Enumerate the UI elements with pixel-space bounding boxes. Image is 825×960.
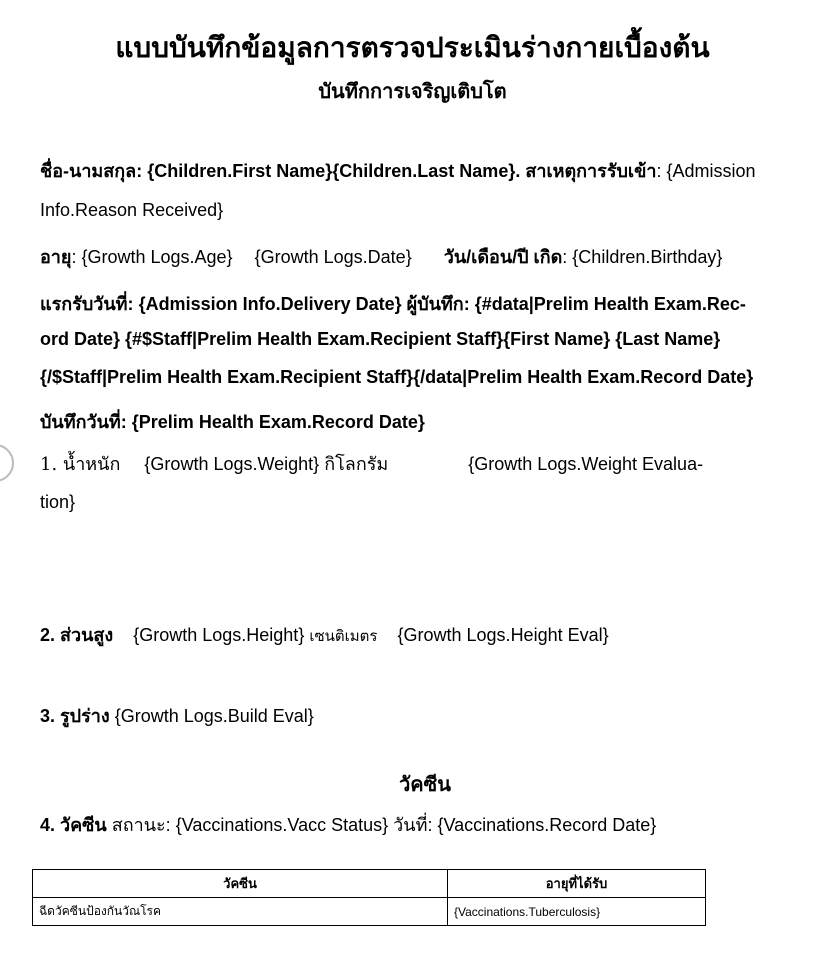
reason-continued: Info.Reason Received} bbox=[40, 200, 224, 220]
recorder-label: ผู้บันทึก: bbox=[406, 294, 470, 314]
vaccine-status-label: สถานะ: bbox=[111, 815, 171, 835]
reason-value: : {Admission bbox=[656, 161, 756, 181]
record-date-value: {Prelim Health Exam.Record Date} bbox=[131, 412, 425, 432]
vaccine-date-value: {Vaccinations.Record Date} bbox=[437, 815, 657, 835]
document-subtitle: บันทึกการเจริญเติบโต bbox=[318, 81, 507, 103]
weight-unit: กิโลกรัม bbox=[324, 454, 389, 474]
build-line bbox=[40, 701, 314, 730]
table-header-row bbox=[33, 870, 706, 898]
first-received-value: {Admission Info.Delivery Date} bbox=[138, 294, 402, 314]
growth-log-date: {Growth Logs.Date} bbox=[254, 247, 412, 267]
height-line bbox=[40, 620, 609, 649]
age-label: อายุ bbox=[40, 247, 72, 267]
weight-value: {Growth Logs.Weight} bbox=[144, 454, 320, 474]
table-cell-vaccine: ฉีดวัคซีนป้องกันวัณโรค bbox=[33, 898, 448, 926]
recorder-continued-1: ord Date} {#$Staff|Prelim Health Exam.Recipient Staff}{First Name} {Last Name} bbox=[40, 329, 721, 349]
table-header-vaccine: วัคซีน bbox=[33, 870, 448, 898]
weight-eval-continued: tion} bbox=[40, 492, 76, 512]
recorder-value: {#data|Prelim Health Exam.Rec- bbox=[474, 294, 746, 314]
age-value: : {Growth Logs.Age} bbox=[71, 247, 233, 267]
height-unit: เซนติเมตร bbox=[309, 628, 378, 645]
weight-label: 1. น้ำหนัก bbox=[40, 454, 121, 475]
record-date-label: บันทึกวันที่: bbox=[40, 412, 127, 432]
vaccine-label: 4. วัคซีน bbox=[40, 815, 107, 835]
build-label: 3. รูปร่าง bbox=[40, 706, 110, 726]
name-value: {Children.First Name}{Children.Last Name}. bbox=[147, 161, 521, 181]
height-eval: {Growth Logs.Height Eval} bbox=[397, 625, 609, 645]
table-header-age: อายุที่ได้รับ bbox=[448, 870, 706, 898]
vaccine-date-label: วันที่: bbox=[393, 815, 433, 835]
first-received-label: แรกรับวันที่: bbox=[40, 294, 134, 314]
vaccine-section-heading: วัคซีน bbox=[399, 774, 451, 796]
record-date-line bbox=[40, 407, 425, 436]
name-label: ชื่อ-นามสกุล: bbox=[40, 161, 143, 181]
weight-line bbox=[40, 449, 703, 478]
name-reason-line bbox=[40, 156, 756, 185]
document-title: แบบบันทึกข้อมูลการตรวจประเมินร่างกายเบื้องต้น bbox=[115, 32, 710, 63]
height-label: 2. ส่วนสูง bbox=[40, 625, 114, 645]
vaccine-status-value: {Vaccinations.Vacc Status} bbox=[175, 815, 389, 835]
table-row bbox=[33, 898, 706, 926]
table-cell-age: {Vaccinations.Tuberculosis} bbox=[448, 898, 706, 926]
weight-eval: {Growth Logs.Weight Evalua- bbox=[468, 454, 704, 474]
reason-label: สาเหตุการรับเข้า bbox=[525, 161, 657, 181]
build-value: {Growth Logs.Build Eval} bbox=[114, 706, 314, 726]
height-value: {Growth Logs.Height} bbox=[133, 625, 305, 645]
age-birth-line bbox=[40, 242, 722, 271]
birth-value: : {Children.Birthday} bbox=[562, 247, 723, 267]
margin-comment-marker[interactable] bbox=[0, 444, 14, 482]
recorder-continued-2: {/$Staff|Prelim Health Exam.Recipient Staff}{/data|Prelim Health Exam.Record Date} bbox=[40, 367, 754, 387]
vaccine-line bbox=[40, 810, 656, 839]
birth-label: วัน/เดือน/ปี เกิด bbox=[443, 247, 563, 267]
first-received-line bbox=[40, 289, 746, 318]
vaccine-table bbox=[32, 869, 706, 926]
